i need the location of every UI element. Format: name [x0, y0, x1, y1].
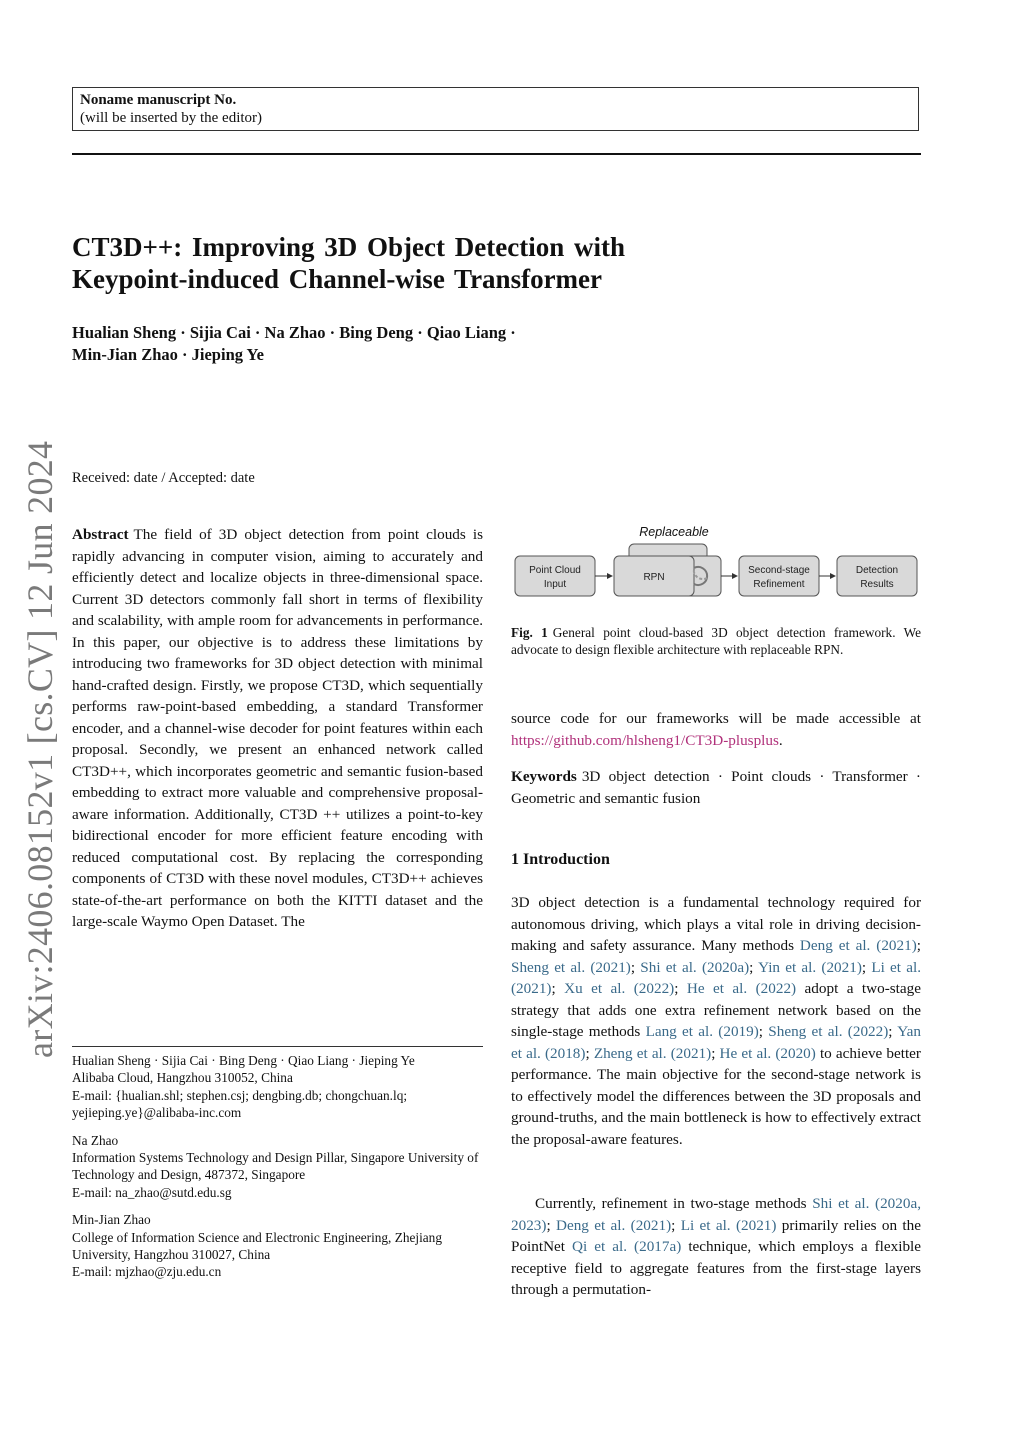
- footnote-rule: [72, 1046, 483, 1047]
- keywords-text: 3D object detection · Point clouds · Transformer · Geometric and semantic fusion: [511, 768, 921, 807]
- affiliation-names: Hualian Sheng · Sijia Cai · Bing Deng · Qiao Liang · Jieping Ye: [72, 1053, 415, 1068]
- figure-caption-text: General point cloud-based 3D object detection framework. We advocate to design flexible architecture with replaceable RPN.: [511, 625, 922, 658]
- text-run: ;: [861, 958, 872, 976]
- text-run: ;: [758, 1023, 769, 1040]
- received-accepted-date: Received: date / Accepted: date: [72, 470, 255, 486]
- abstract-label: Abstract: [72, 526, 129, 543]
- affiliation-address: College of Information Science and Electronic Engineering, Zhejiang University, Hangzhou 310027, China: [72, 1229, 442, 1263]
- abstract-text: The field of 3D object detection from point clouds is rapidly advancing in computer vision, aiming to accurately and efficiently detect and localize objects in three-dimensional space. Current 3D detectors commonly fall short in terms of flexibility and scalability, with ample room for advancements in performance. In this paper, our objective is to address these limitations by introducing two frameworks for 3D object detection with minimal hand-crafted design. Firstly, we propose CT3D, which sequentially performs raw-point-based embedding, a standard Transformer encoder, and a channel-wise decoder for point features within each proposal. Secondly, we present an enhanced network called CT3D++, which incorporates geometric and semantic fusion-based embedding to extract more valuable and comprehensive proposal-aware information. Additionally, CT3D ++ utilizes a point-to-key bidirectional encoder for more efficient feature encoding with reduced computational cost. By replacing the corresponding components of CT3D with these novel modules, CT3D++ achieves state-of-the-art performance on both the KITTI dataset and the large-scale Waymo Open Dataset. The: [72, 526, 483, 930]
- text-run: ;: [711, 1044, 720, 1062]
- affiliation-email: E-mail: na_zhao@sutd.edu.sg: [72, 1184, 232, 1200]
- text-run: ;: [674, 980, 687, 997]
- text-run: ;: [546, 1216, 556, 1234]
- citation-link[interactable]: Sheng et al. (2021): [511, 958, 631, 976]
- text-run: ;: [888, 1023, 898, 1040]
- text-run: 3D object detection is a fundamental technology required for autonomous driving, which plays a vital role in driving decision-making and safety assurance. Many methods: [511, 894, 921, 954]
- intro-paragraph-2: [511, 1193, 921, 1301]
- section-heading-introduction: 1 Introduction: [511, 851, 610, 868]
- citation-link[interactable]: Yin et al. (2021): [758, 958, 862, 976]
- paper-title: [72, 231, 932, 295]
- citation-link[interactable]: Xu et al. (2022): [564, 980, 675, 997]
- box1-line2: Input: [543, 579, 567, 590]
- citation-link[interactable]: He et al. (2022): [686, 980, 797, 997]
- rpn-label: RPN: [643, 572, 665, 583]
- affiliations: [72, 1052, 483, 1291]
- affiliation-block: [72, 1052, 483, 1122]
- text-run: technique, which employs a flexible receptive field to aggregate features from the first-stage layers through a permutation-: [511, 1238, 922, 1298]
- intro-paragraph-1: [511, 892, 921, 1150]
- header-rule: [72, 153, 921, 155]
- affiliation-email: E-mail: {hualian.shl; stephen.csj; dengbing.db; chongchuan.lq; yejieping.ye}@alibaba-inc.com: [72, 1087, 408, 1121]
- citation-link[interactable]: Qi et al. (2017a): [572, 1238, 682, 1255]
- text-run: ;: [585, 1044, 594, 1062]
- text-run: adopt a two-stage strategy that adds one extra refinement network based on the single-stage methods: [511, 980, 921, 1040]
- title-line-1: CT3D++: Improving 3D Object Detection with: [72, 232, 625, 262]
- detection-results-box: [837, 556, 917, 596]
- affiliation-names: Min-Jian Zhao: [72, 1212, 151, 1228]
- citation-link[interactable]: Li et al. (2021): [680, 1216, 777, 1234]
- text-run: ;: [551, 980, 565, 997]
- box4-line1: Detection: [855, 565, 899, 576]
- text-run: primarily relies on the PointNet: [511, 1216, 921, 1255]
- manuscript-header-box: [72, 87, 919, 131]
- text-run: ;: [630, 958, 641, 976]
- editor-note: (will be inserted by the editor): [80, 110, 263, 126]
- abstract: [72, 524, 483, 933]
- text-run: Currently, refinement in two-stage methods: [535, 1195, 813, 1212]
- affiliation-block: [72, 1132, 483, 1202]
- arxiv-stamp: arXiv:2406.08152v1 [cs.CV] 12 Jun 2024: [20, 440, 60, 1058]
- citation-link[interactable]: Deng et al. (2021): [556, 1216, 672, 1234]
- citation-link[interactable]: Shi et al. (2020a, 2023): [511, 1195, 921, 1234]
- box1-line1: Point Cloud: [529, 565, 581, 576]
- citation-link[interactable]: Yan et al. (2018): [511, 1023, 922, 1062]
- citation-link[interactable]: Zheng et al. (2021): [593, 1044, 712, 1062]
- affiliation-block: [72, 1211, 483, 1281]
- text-run: ;: [749, 958, 759, 976]
- affiliation-address: Alibaba Cloud, Hangzhou 310052, China: [72, 1070, 293, 1086]
- figure-caption-label: Fig. 1: [511, 625, 548, 640]
- keywords: [511, 766, 921, 809]
- text-run: ;: [916, 937, 921, 954]
- source-code-link[interactable]: https://github.com/hlsheng1/CT3D-plusplus: [511, 731, 779, 749]
- author-list: [72, 322, 712, 366]
- citation-link[interactable]: Shi et al. (2020a): [640, 958, 750, 976]
- keywords-label: Keywords: [511, 768, 577, 785]
- pipeline-figure: [511, 520, 921, 610]
- text-run: to achieve better performance. The main objective for the second-stage network is to effectively model the differences between the 3D proposals and ground-truths, and the main bottleneck is how to effectively extract the proposal-aware features.: [511, 1044, 921, 1148]
- affiliation-address: Information Systems Technology and Design Pillar, Singapore University of Technology and Design, 487372, Singapore: [72, 1150, 479, 1183]
- text-run: ;: [671, 1216, 681, 1234]
- figure-caption: [511, 624, 921, 659]
- abstract-continued: [511, 708, 921, 751]
- box3-line1: Second-stage: [748, 565, 810, 576]
- point-cloud-input-box: [515, 556, 595, 596]
- affiliation-names: Na Zhao: [72, 1132, 119, 1148]
- authors-line-2: Min-Jian Zhao · Jieping Ye: [72, 345, 264, 364]
- authors-line-1: Hualian Sheng · Sijia Cai · Na Zhao · Bing Deng · Qiao Liang ·: [72, 323, 516, 342]
- box4-line2: Results: [860, 579, 894, 590]
- title-line-2: Keypoint-induced Channel-wise Transformer: [72, 264, 603, 294]
- abstract-continued-text: source code for our frameworks will be made accessible at: [511, 710, 921, 727]
- affiliation-email: E-mail: mjzhao@zju.edu.cn: [72, 1264, 222, 1280]
- citation-link[interactable]: Deng et al. (2021): [799, 937, 917, 954]
- citation-link[interactable]: Lang et al. (2019): [645, 1023, 759, 1040]
- citation-link[interactable]: Li et al. (2021): [511, 958, 922, 997]
- second-stage-refinement-box: [739, 556, 819, 596]
- replaceable-label: Replaceable: [639, 525, 709, 539]
- citation-link[interactable]: He et al. (2020): [719, 1044, 816, 1062]
- box3-line2: Refinement: [753, 579, 805, 590]
- citation-link[interactable]: Sheng et al. (2022): [768, 1023, 889, 1040]
- manuscript-label: Noname manuscript No.: [80, 92, 237, 108]
- abstract-continued-end: .: [778, 731, 783, 749]
